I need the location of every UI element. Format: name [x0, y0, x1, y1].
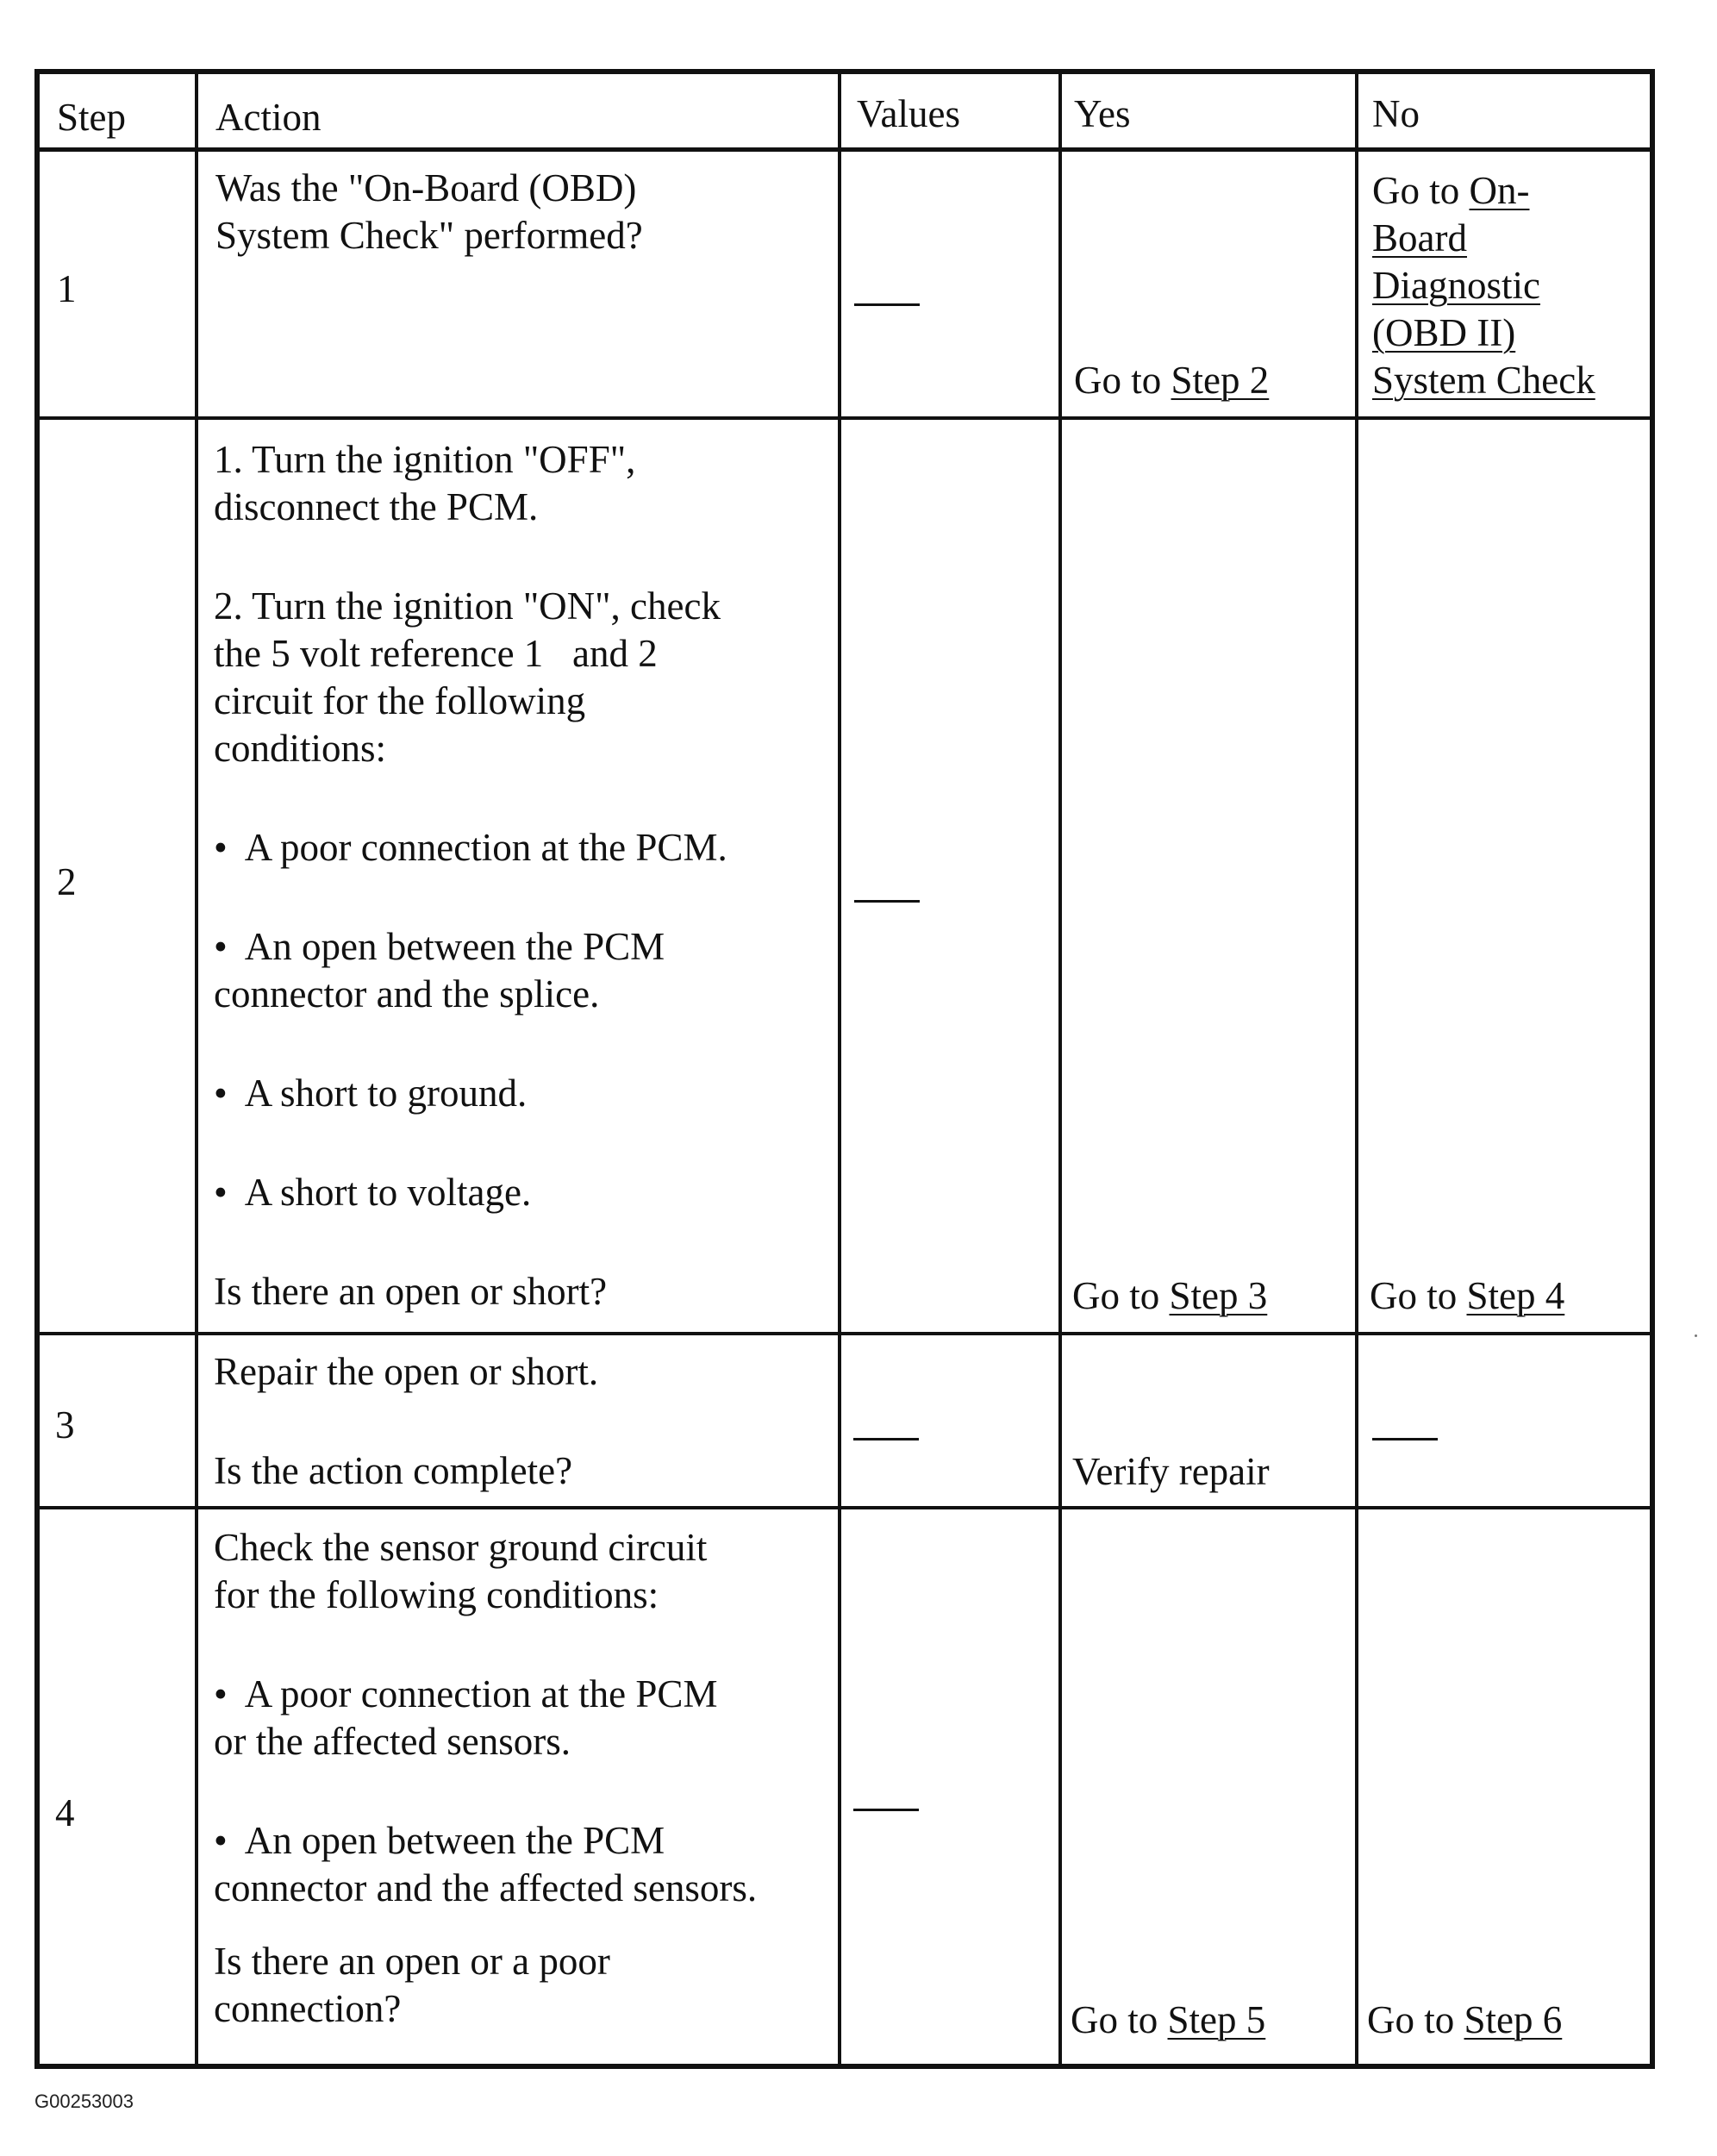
link-step-6[interactable]: Step 6 [1464, 1998, 1563, 2041]
header-yes: Yes [1074, 92, 1131, 135]
row-3-no-dash [1372, 1438, 1438, 1440]
row-4-action [214, 1524, 834, 2033]
row-4-values-dash [853, 1809, 919, 1811]
header-action: Action [215, 96, 322, 139]
row-2-rule [40, 1332, 1650, 1335]
row-1-rule [40, 416, 1650, 420]
row-2-yes-prefix: Go to [1072, 1274, 1170, 1317]
row-1-no [1372, 167, 1595, 404]
row-1-yes-prefix: Go to [1074, 359, 1171, 402]
link-obd-system-check[interactable]: Board [1372, 216, 1467, 259]
row-4-bullet: • A poor connection at the PCM [214, 1672, 718, 1715]
header-step: Step [57, 96, 127, 139]
link-step-5[interactable]: Step 5 [1167, 1998, 1266, 2041]
link-obd-system-check[interactable]: Diagnostic [1372, 264, 1540, 307]
col-rule-action [838, 74, 841, 2064]
row-2-question: Is there an open or short? [214, 1270, 608, 1313]
row-3-values-dash [853, 1438, 919, 1440]
link-step-4[interactable]: Step 4 [1466, 1274, 1565, 1317]
row-2-item-2: conditions: [214, 727, 386, 770]
row-2-action [214, 436, 834, 1315]
row-2-item-2: 2. Turn the ignition "ON", check [214, 584, 721, 628]
row-2-yes [1072, 1272, 1267, 1320]
col-rule-yes [1355, 74, 1358, 2064]
row-4-intro: for the following conditions: [214, 1573, 659, 1616]
row-2-step: 2 [57, 860, 77, 903]
row-2-bullet: • A short to ground. [214, 1072, 528, 1115]
col-rule-values [1058, 74, 1062, 2064]
diagnostic-table [34, 69, 1655, 2069]
link-obd-system-check[interactable]: System Check [1372, 359, 1595, 402]
scan-speck [1695, 1334, 1697, 1337]
row-4-no [1367, 1997, 1562, 2044]
header-rule [40, 147, 1650, 152]
row-3-line: Repair the open or short. [214, 1350, 599, 1393]
col-rule-step [195, 74, 198, 2064]
header-values: Values [857, 92, 960, 135]
row-4-bullet: or the affected sensors. [214, 1720, 571, 1763]
row-3-yes: Verify repair [1072, 1450, 1270, 1493]
link-step-2[interactable]: Step 2 [1171, 359, 1270, 402]
row-3-rule [40, 1506, 1650, 1509]
row-2-item-1: disconnect the PCM. [214, 485, 539, 528]
row-2-bullet: • A poor connection at the PCM. [214, 826, 727, 869]
row-1-no-prefix: Go to [1372, 169, 1470, 212]
row-4-question: connection? [214, 1987, 402, 2030]
row-1-step: 1 [57, 267, 77, 310]
row-4-bullet: • An open between the PCM [214, 1819, 665, 1862]
row-1-action [215, 165, 827, 259]
row-1-action-line: Was the "On-Board (OBD) [215, 166, 637, 209]
row-3-step: 3 [55, 1403, 75, 1447]
link-step-3[interactable]: Step 3 [1169, 1274, 1268, 1317]
row-4-yes [1071, 1997, 1265, 2044]
row-1-yes [1074, 357, 1269, 404]
row-2-bullet: • An open between the PCM [214, 925, 665, 968]
row-1-values-dash [854, 303, 920, 306]
row-4-bullet: connector and the affected sensors. [214, 1866, 758, 1909]
link-obd-system-check[interactable]: On- [1469, 169, 1530, 212]
row-2-no [1370, 1272, 1564, 1320]
row-4-no-prefix: Go to [1367, 1998, 1464, 2041]
row-2-item-2: the 5 volt reference 1 and 2 [214, 632, 658, 675]
row-3-question: Is the action complete? [214, 1449, 573, 1492]
figure-code: G00253003 [34, 2090, 134, 2112]
row-2-item-2: circuit for the following [214, 679, 586, 722]
header-no: No [1372, 92, 1420, 135]
row-2-values-dash [854, 900, 920, 903]
row-2-bullet: • A short to voltage. [214, 1171, 532, 1214]
row-4-intro: Check the sensor ground circuit [214, 1526, 708, 1569]
row-4-yes-prefix: Go to [1071, 1998, 1168, 2041]
link-obd-system-check[interactable]: (OBD II) [1372, 311, 1516, 354]
row-2-item-1: 1. Turn the ignition "OFF", [214, 438, 636, 481]
row-4-question: Is there an open or a poor [214, 1940, 610, 1983]
row-1-action-line: System Check" performed? [215, 213, 643, 257]
row-3-action [214, 1348, 834, 1495]
row-2-bullet: connector and the splice. [214, 972, 600, 1016]
row-2-no-prefix: Go to [1370, 1274, 1467, 1317]
row-4-step: 4 [55, 1791, 75, 1834]
